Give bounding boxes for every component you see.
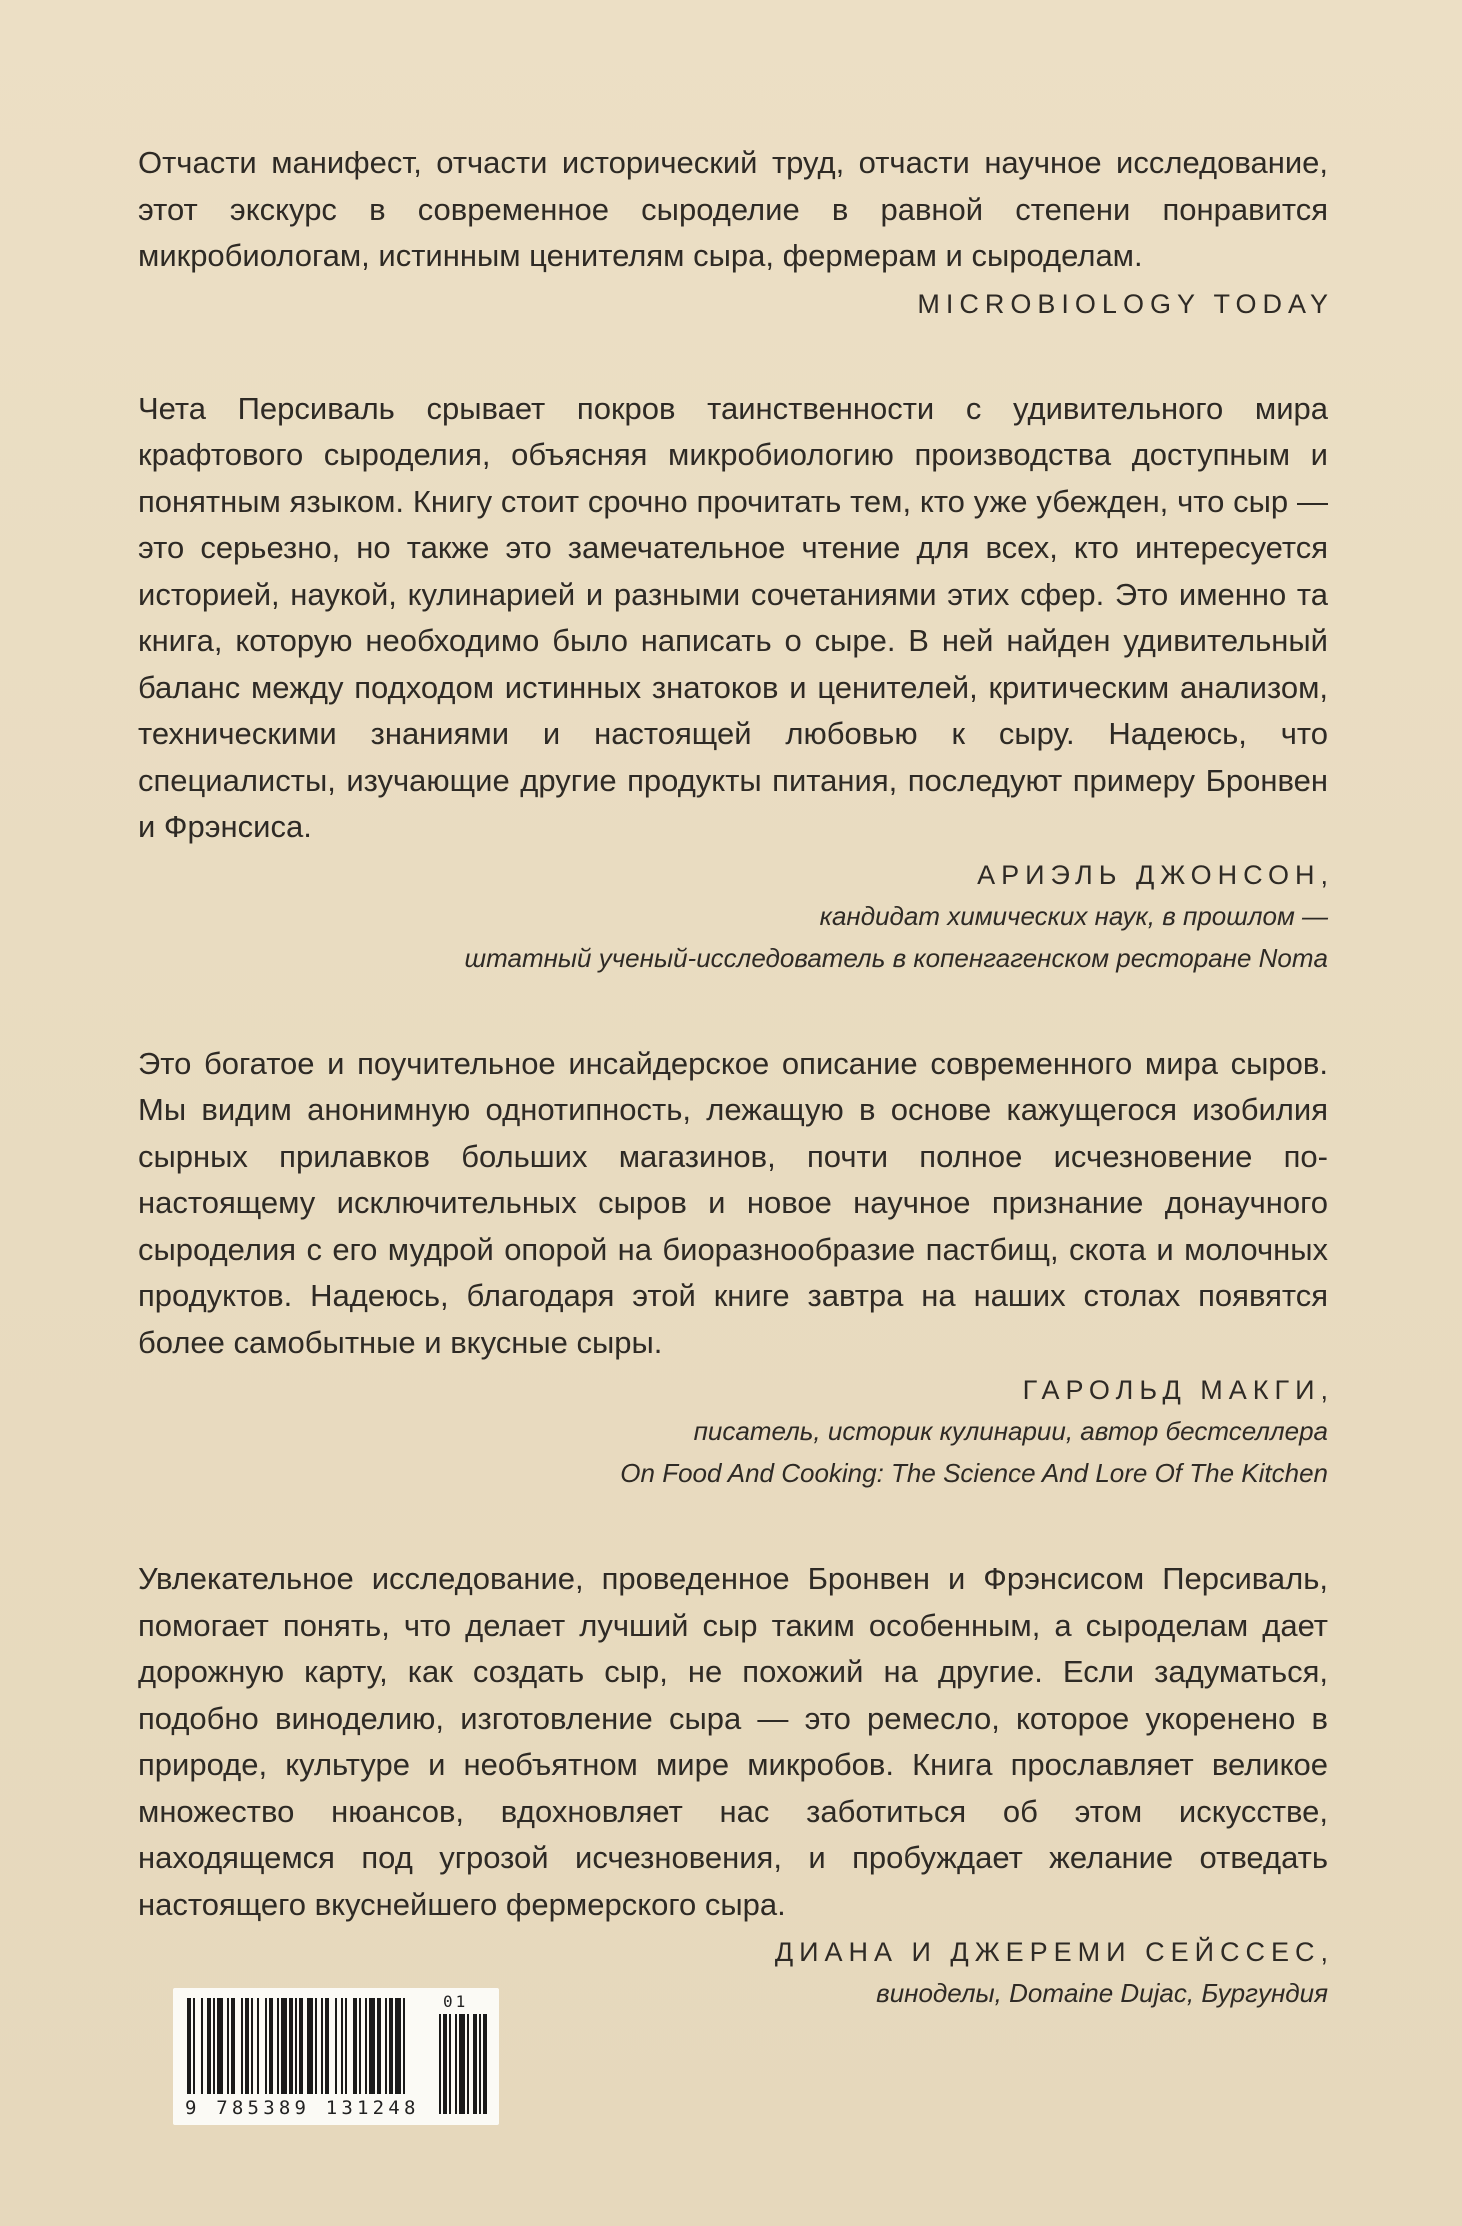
barcode-addon-bar: [483, 2014, 487, 2114]
barcode-bar: [335, 1998, 337, 2094]
barcode-bar: [227, 1998, 229, 2094]
barcode-addon-bar: [467, 2014, 469, 2114]
barcode-digits: 9 785389 131248: [185, 2097, 420, 2119]
barcode-addon-bar: [439, 2014, 441, 2114]
barcode-bar: [325, 1998, 329, 2094]
barcode-addon-digits: 01: [443, 1992, 469, 2011]
barcode-bar: [201, 1998, 203, 2094]
barcode-bar: [315, 1998, 317, 2094]
barcode-bar: [365, 1998, 367, 2094]
barcode-bar: [377, 1998, 381, 2094]
barcode-bar: [299, 1998, 303, 2094]
barcode-bar: [187, 1998, 191, 2094]
barcode-bar: [321, 1998, 323, 2094]
barcode-bar: [403, 1998, 405, 2094]
review-author-credit: штатный ученый-исследователь в копенгагенском ресторане Noma: [464, 942, 1328, 973]
barcode-addon-bar: [479, 2014, 481, 2114]
barcode-bar: [289, 1998, 293, 2094]
barcode-bar: [193, 1998, 195, 2094]
barcode-addon-bar: [459, 2014, 465, 2114]
barcode-bar: [251, 1998, 253, 2094]
review-author-credit: писатель, историк кулинарии, автор бестселлера: [693, 1416, 1328, 1446]
barcode-bar: [389, 1998, 393, 2094]
review-microbiology-today: [138, 140, 1334, 324]
review-author: ГАРОЛЬД МАКГИ,: [1022, 1375, 1334, 1405]
barcode-bar: [295, 1998, 297, 2094]
review-author-credit: кандидат химических наук, в прошлом —: [819, 900, 1328, 931]
barcode-bar: [213, 1998, 215, 2094]
barcode-bar: [241, 1998, 243, 2094]
review-seysses: [138, 1556, 1334, 2014]
barcode-bar: [231, 1998, 235, 2094]
review-text: Это богатое и поучительное инсайдерское описание современного мира сыров. Мы видим анонимную однотипность, лежащую в основе кажущегося изобилия сырных прилавков больших магазинов, почти полное исчезновение по-настоящему исключительных сыров и новое научное признание донаучного сыроделия с его мудрой опорой на биоразнообразие пастбищ, скота и молочных продуктов. Надеюсь, благодаря этой книге завтра на наших столах появятся более самобытные и вкусные сыры.: [138, 1045, 1328, 1360]
barcode-bar: [277, 1998, 279, 2094]
reviews-column: [138, 140, 1334, 2014]
review-source: MICROBIOLOGY TODAY: [917, 288, 1334, 319]
barcode-bar: [353, 1998, 357, 2094]
barcode-bar: [345, 1998, 347, 2094]
review-text: Чета Персиваль срывает покров таинственности с удивительного мира крафтового сыроделия, объясняя микробиологию производства доступным и понятным языком. Книгу стоит срочно прочитать тем, кто уже убежден, что сыр — это серьезно, но также это замечательное чтение для всех, кто интересуется историей, наукой, кулинарией и разными сочетаниями этих сфер. Это именно та книга, которую необходимо было написать о сыре. В ней найден удивительный баланс между подходом истинных знатоков и ценителей, критическим анализом, техническими знаниями и настоящей любовью к сыру. Надеюсь, что специалисты, изучающие другие продукты питания, последуют примеру Бронвен и Фрэнсиса.: [138, 390, 1328, 844]
barcode-bar: [269, 1998, 273, 2094]
barcode-bar: [281, 1998, 287, 2094]
barcode-addon-bar: [455, 2014, 457, 2114]
barcode-bar: [307, 1998, 313, 2094]
barcode-bar: [245, 1998, 249, 2094]
isbn-barcode: [173, 1988, 499, 2125]
review-text: Увлекательное исследование, проведенное Бронвен и Фрэнсисом Персиваль, помогает понять, что делает лучший сыр таким особенным, а сыроделам дает дорожную карту, как создать сыр, не похожий на другие. Если задуматься, подобно виноделию, изготовление сыра — это ремесло, которое укоренено в природе, культуре и необъятном мире микробов. Книга прославляет великое множество нюансов, вдохновляет нас заботиться об этом искусстве, находящемся под угрозой исчезновения, и пробуждает желание отведать настоящего вкуснейшего фермерского сыра.: [138, 1561, 1328, 1922]
review-author: ДИАНА И ДЖЕРЕМИ СЕЙССЕС,: [774, 1937, 1334, 1967]
review-author-credit: On Food And Cooking: The Science And Lore Of The Kitchen: [620, 1458, 1328, 1488]
review-author: АРИЭЛЬ ДЖОНСОН,: [977, 859, 1334, 890]
barcode-bar: [385, 1998, 387, 2094]
barcode-addon-bar: [449, 2014, 451, 2114]
review-author-credit: виноделы, Domaine Dujac, Бургундия: [876, 1978, 1328, 2008]
review-text: Отчасти манифест, отчасти исторический труд, отчасти научное исследование, этот экскурс в современное сыроделие в равной степени понравится микробиологам, истинным ценителям сыра, фермерам и сыроделам.: [138, 145, 1328, 273]
barcode-addon-bar: [443, 2014, 447, 2114]
barcode-addon-bar: [473, 2014, 477, 2114]
barcode-bar: [257, 1998, 259, 2094]
barcode-bar: [265, 1998, 267, 2094]
barcode-bar: [359, 1998, 361, 2094]
review-harold-mcgee: [138, 1041, 1334, 1495]
barcode-bar: [369, 1998, 375, 2094]
barcode-bar: [341, 1998, 343, 2094]
review-ariel-johnson: [138, 386, 1334, 979]
barcode-bar: [395, 1998, 401, 2094]
barcode-bar: [217, 1998, 223, 2094]
barcode-bar: [207, 1998, 211, 2094]
